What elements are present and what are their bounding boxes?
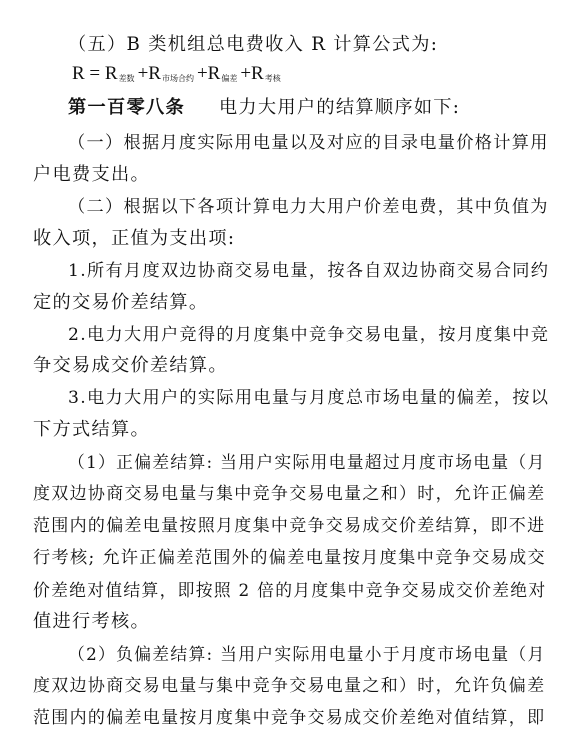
article-heading-line: [68, 96, 460, 120]
formula-term: +R: [137, 63, 161, 84]
text-line: 3.电力大用户的实际用电量与月度总市场电量的偏差，按以: [68, 388, 550, 408]
text-line: （2）负偏差结算: 当用户实际用电量小于月度市场电量（月: [68, 644, 546, 664]
formula-term: +R: [196, 63, 221, 84]
formula-subscript: 差数: [118, 74, 135, 83]
text-line: 收入项，正值为支出项:: [33, 228, 236, 249]
formula-subscript: 偏差: [221, 74, 238, 83]
text-line: 范围内的偏差电量按月度集中竞争交易成交价差绝对值结算，即: [33, 708, 546, 728]
text-line: 行考核; 允许正偏差范围外的偏差电量按月度集中竞争交易成交: [33, 548, 547, 568]
formula-subscript: 考核: [264, 74, 281, 83]
paragraph-b-class-formula-intro: （五）B 类机组总电费收入 R 计算公式为:: [68, 34, 439, 55]
revenue-formula: [72, 62, 284, 91]
formula-term: +R: [240, 63, 264, 84]
text-line: 价差绝对值结算，即按照 2 倍的月度集中竞争交易成交价差绝对: [33, 580, 547, 600]
article-number: 第一百零八条: [68, 97, 185, 118]
text-line: 范围内的偏差电量按照月度集中竞争交易成交价差结算，即不进: [33, 516, 546, 536]
text-line: （1）正偏差结算: 当用户实际用电量超过月度市场电量（月: [68, 452, 546, 472]
text-line: 户电费支出。: [33, 164, 150, 185]
text-line: 2.电力大用户竞得的月度集中竞争交易电量，按月度集中竞: [68, 325, 550, 345]
article-heading-text: 电力大用户的结算顺序如下:: [218, 97, 461, 118]
formula-term: R = R: [72, 63, 118, 84]
text-line: 1.所有月度双边协商交易电量，按各自双边协商交易合同约: [68, 261, 550, 281]
text-line: 争交易成交价差结算。: [33, 355, 228, 376]
text-line: 度双边协商交易电量与集中竞争交易电量之和）时，允许负偏差: [33, 676, 546, 696]
formula-subscript: 市场合约: [161, 74, 194, 83]
text-line: 下方式结算。: [33, 419, 150, 440]
text-line: 定的交易价差结算。: [33, 292, 209, 313]
text-line: 值进行考核。: [33, 611, 150, 632]
text-line: （二）根据以下各项计算电力大用户价差电费，其中负值为: [68, 197, 549, 217]
text-line: 度双边协商交易电量与集中竞争交易电量之和）时，允许正偏差: [33, 484, 546, 504]
text-line: （一）根据月度实际用电量以及对应的目录电量价格计算用: [68, 133, 549, 153]
